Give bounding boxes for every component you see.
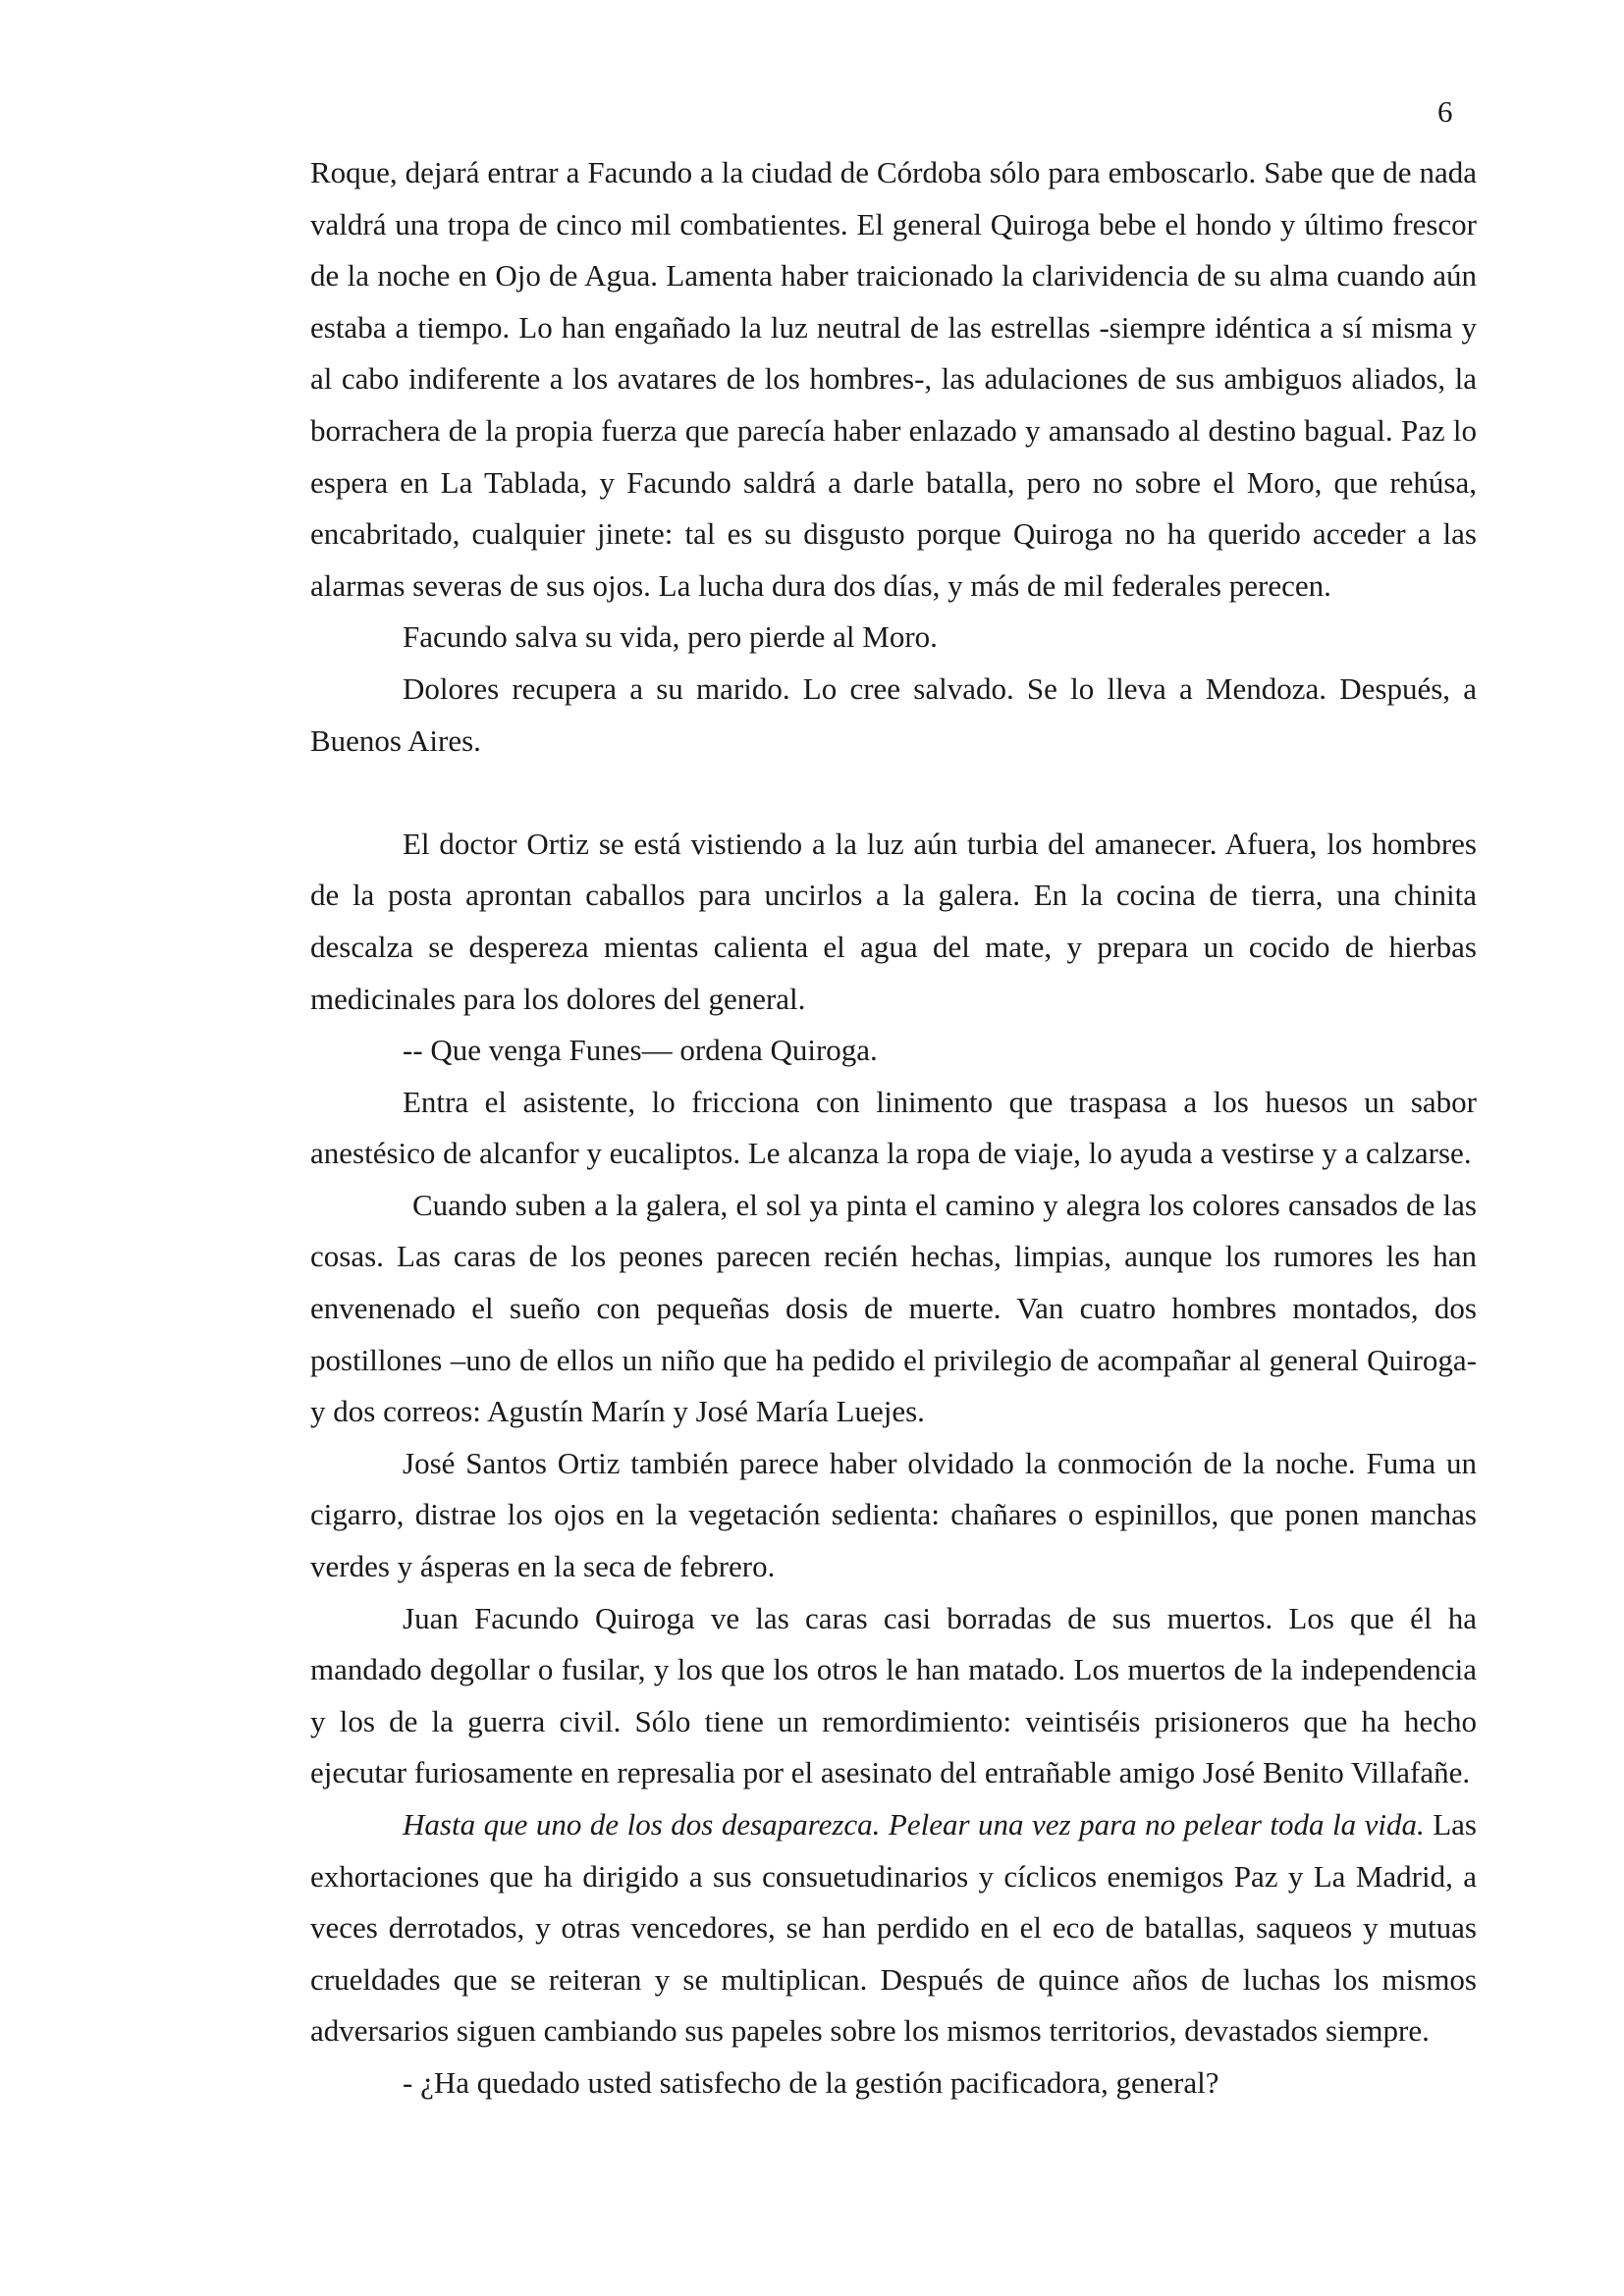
paragraph-2: Facundo salva su vida, pero pierde al Moro. [403, 619, 938, 655]
paragraph-10-italic-quote: Hasta que uno de los dos desaparezca. Pelear una vez para no pelear toda la vida. [403, 1807, 1425, 1842]
paragraph-3: Dolores recupera a su marido. Lo cree salvado. Se lo lleva a Mendoza. Después, a Buenos Aires. [310, 670, 1477, 758]
paragraph-8: José Santos Ortiz también parece haber olvidado la conmoción de la noche. Fuma un cigarro, distrae los ojos en la vegetación sedienta: chañares o espinillos, que ponen manchas verdes y ásperas en la seca de febrero. [310, 1445, 1477, 1584]
section-break [310, 767, 1477, 819]
paragraph-10 [310, 1799, 1477, 2057]
paragraph-6: Entra el asistente, lo fricciona con linimento que traspasa a los huesos un sabor anestésico de alcanfor y eucaliptos. Le alcanza la ropa de viaje, lo ayuda a vestirse y a calzarse. [310, 1084, 1477, 1171]
paragraph-10-text: Las exhortaciones que ha dirigido a sus consuetudinarios y cíclicos enemigos Paz y La Madrid, a veces derrotados, y otras vencedores, se han perdido en el eco de batallas, saqueos y mutuas crueldades que se reiteran y se multiplican. Después de quince años de luchas los mismos adversarios siguen cambiando sus papeles sobre los mismos territorios, devastados siempre. [310, 1807, 1477, 2049]
paragraph-7: Cuando suben a la galera, el sol ya pinta el camino y alegra los colores cansados de las cosas. Las caras de los peones parecen recién hechas, limpias, aunque los rumores les han envenenado el sueño con pequeñas dosis de muerte. Van cuatro hombres montados, dos postillones –uno de ellos un niño que ha pedido el privilegio de acompañar al general Quiroga- y dos correos: Agustín Marín y José María Luejes. [310, 1187, 1477, 1429]
paragraph-4: El doctor Ortiz se está vistiendo a la luz aún turbia del amanecer. Afuera, los hombres de la posta aprontan caballos para uncirlos a la galera. En la cocina de tierra, una chinita descalza se desperezа mientas calienta el agua del mate, y prepara un cocido de hierbas medicinales para los dolores del general. [310, 826, 1477, 1016]
paragraph-5: -- Que venga Funes— ordena Quiroga. [403, 1033, 878, 1068]
paragraph-11: - ¿Ha quedado usted satisfecho de la gestión pacificadora, general? [403, 2064, 1219, 2100]
body-text [310, 147, 1477, 2109]
page-number: 6 [1437, 94, 1453, 129]
paragraph-1: Roque, dejará entrar a Facundo a la ciudad de Córdoba sólo para emboscarlo. Sabe que de nada valdrá una tropa de cinco mil combatientes. El general Quiroga bebe el hondo y último frescor de la noche en Ojo de Agua. Lamenta haber traicionado la clarividencia de su alma cuando aún estaba a tiempo. Lo han engañado la luz neutral de las estrellas -siempre idéntica a sí misma y al cabo indiferente a los avatares de los hombres-, las adulaciones de sus ambiguos aliados, la borrachera de la propia fuerza que parecía haber enlazado y amansado al destino bagual. Paz lo espera en La Tablada, y Facundo saldrá a darle batalla, pero no sobre el Moro, que rehúsa, encabritado, cualquier jinete: tal es su disgusto porque Quiroga no ha querido acceder a las alarmas severas de sus ojos. La lucha dura dos días, y más de mil federales perecen. [310, 155, 1477, 603]
paragraph-9: Juan Facundo Quiroga ve las caras casi borradas de sus muertos. Los que él ha mandado degollar o fusilar, y los que los otros le han matado. Los muertos de la independencia y los de la guerra civil. Sólo tiene un remordimiento: veintiséis prisioneros que ha hecho ejecutar furiosamente en represalia por el asesinato del entrañable amigo José Benito Villafañe. [310, 1600, 1477, 1790]
